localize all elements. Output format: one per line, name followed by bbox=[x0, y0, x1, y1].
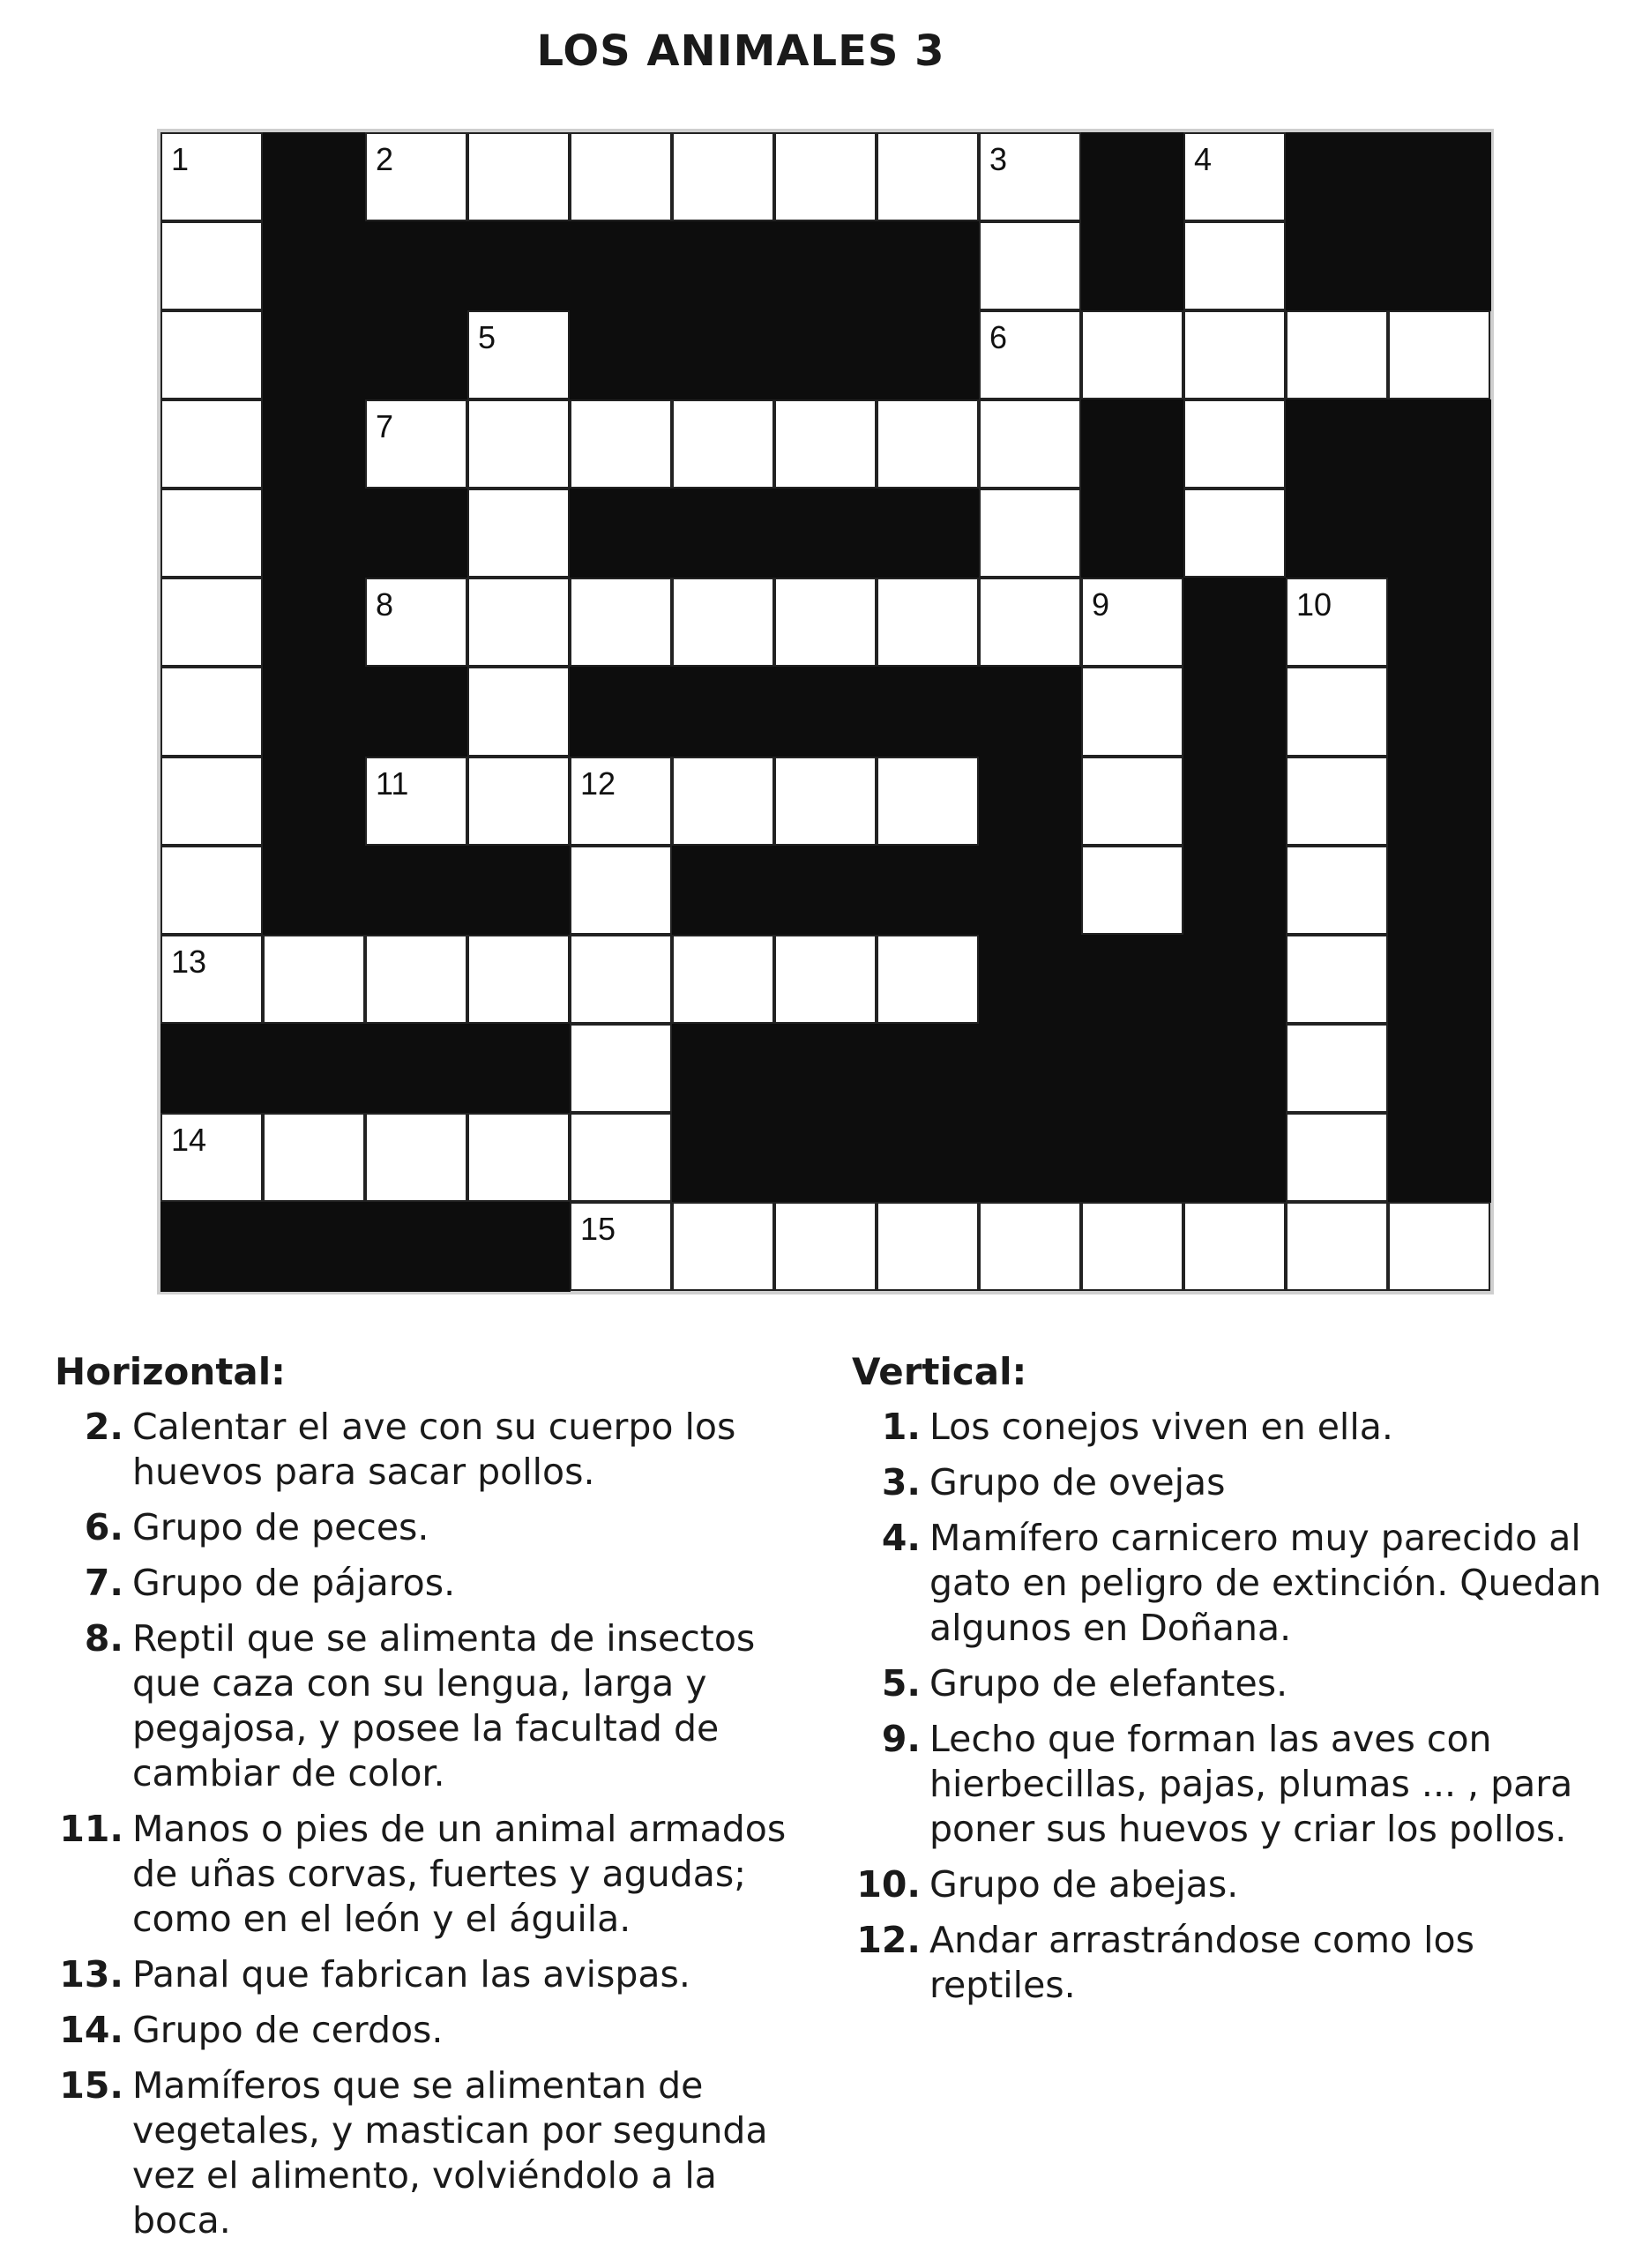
crossword-cell[interactable] bbox=[1286, 935, 1388, 1024]
clue-number: 5 bbox=[478, 319, 496, 356]
crossword-cell[interactable] bbox=[672, 757, 774, 846]
crossword-cell[interactable] bbox=[774, 1202, 877, 1291]
crossword-cell[interactable] bbox=[467, 489, 570, 578]
crossword-block bbox=[1183, 1113, 1287, 1203]
clue-number: 13 bbox=[171, 943, 207, 980]
clue-item-text: Grupo de peces. bbox=[132, 1506, 429, 1548]
crossword-cell[interactable] bbox=[774, 757, 877, 846]
clue-item-text: Grupo de ovejas bbox=[929, 1461, 1226, 1503]
clue-item bbox=[852, 1717, 1610, 1852]
clue-number: 14 bbox=[171, 1121, 207, 1158]
crossword-block bbox=[1081, 489, 1184, 578]
crossword-cell[interactable] bbox=[1081, 310, 1183, 399]
crossword-block bbox=[672, 310, 775, 400]
clue-item bbox=[852, 1661, 1610, 1706]
clue-item-text: Andar arrastrándose como los reptiles. bbox=[929, 1919, 1474, 2006]
horizontal-clues bbox=[55, 1349, 813, 2254]
clue-number: 1 bbox=[171, 141, 190, 177]
crossword-cell[interactable] bbox=[1388, 1202, 1490, 1291]
crossword-cell[interactable] bbox=[672, 399, 774, 489]
crossword-cell[interactable] bbox=[1183, 489, 1286, 578]
crossword-cell[interactable] bbox=[570, 935, 672, 1024]
crossword-cell[interactable] bbox=[672, 578, 774, 667]
crossword-cell[interactable] bbox=[467, 578, 570, 667]
clue-item bbox=[852, 1405, 1610, 1450]
crossword-cell[interactable] bbox=[979, 221, 1081, 310]
clue-item-number: 15. bbox=[59, 2064, 123, 2107]
clue-item-number: 9. bbox=[881, 1718, 921, 1760]
crossword-block bbox=[1081, 221, 1184, 311]
clue-item-number: 7. bbox=[84, 1562, 123, 1604]
crossword-block bbox=[365, 310, 468, 400]
crossword-block bbox=[467, 1024, 571, 1114]
crossword-block bbox=[467, 221, 571, 311]
crossword-block bbox=[365, 489, 468, 578]
clue-item-text: Lecho que forman las aves con hierbecillas, pajas, plumas ... , para poner sus huevos y criar los pollos. bbox=[929, 1718, 1573, 1850]
clue-item bbox=[55, 2063, 813, 2243]
clue-item-number: 11. bbox=[59, 1808, 123, 1850]
crossword-cell[interactable] bbox=[979, 489, 1081, 578]
crossword-cell[interactable] bbox=[1286, 846, 1388, 935]
crossword-block bbox=[160, 1024, 264, 1114]
clue-number: 7 bbox=[376, 408, 394, 445]
clue-item-number: 10. bbox=[856, 1863, 921, 1906]
crossword-block bbox=[979, 1113, 1082, 1203]
clue-item-text: Grupo de cerdos. bbox=[132, 2009, 444, 2051]
crossword-block bbox=[160, 1202, 264, 1292]
crossword-block bbox=[570, 667, 673, 757]
page-title: LOS ANIMALES 3 bbox=[536, 26, 945, 76]
crossword-cell[interactable] bbox=[1388, 310, 1490, 399]
clue-item-text: Mamífero carnicero muy parecido al gato en peligro de extinción. Quedan algunos en Doñana. bbox=[929, 1517, 1601, 1649]
crossword-block bbox=[1388, 132, 1491, 222]
crossword-cell[interactable] bbox=[1286, 1113, 1388, 1202]
clue-item bbox=[852, 1918, 1610, 2008]
crossword-block bbox=[263, 667, 366, 757]
clue-item-number: 2. bbox=[84, 1406, 123, 1448]
clue-number: 3 bbox=[989, 141, 1008, 177]
clue-item bbox=[55, 1616, 813, 1796]
crossword-block bbox=[1183, 935, 1287, 1025]
clue-item-number: 6. bbox=[84, 1506, 123, 1548]
crossword-block bbox=[365, 846, 468, 936]
crossword-cell[interactable] bbox=[160, 489, 263, 578]
crossword-cell[interactable] bbox=[365, 578, 467, 667]
crossword-cell[interactable] bbox=[1183, 310, 1286, 399]
crossword-cell[interactable] bbox=[160, 1113, 263, 1202]
crossword-cell[interactable] bbox=[160, 310, 263, 399]
crossword-block bbox=[1081, 132, 1184, 222]
clue-item-text: Manos o pies de un animal armados de uñas corvas, fuertes y agudas; como en el león y el águila. bbox=[132, 1808, 787, 1940]
crossword-cell[interactable] bbox=[877, 578, 979, 667]
crossword-block bbox=[877, 846, 980, 936]
clue-item-text: Los conejos viven en ella. bbox=[929, 1406, 1393, 1448]
crossword-block bbox=[979, 667, 1082, 757]
clue-number: 2 bbox=[376, 141, 394, 177]
crossword-block bbox=[1388, 399, 1491, 489]
clue-item-number: 3. bbox=[881, 1461, 921, 1503]
crossword-cell[interactable] bbox=[467, 399, 570, 489]
crossword-cell[interactable] bbox=[160, 132, 263, 221]
clue-item-number: 8. bbox=[84, 1617, 123, 1660]
crossword-block bbox=[774, 1024, 877, 1114]
crossword-block bbox=[1388, 846, 1491, 936]
horizontal-heading: Horizontal: bbox=[55, 1350, 286, 1393]
crossword-block bbox=[672, 221, 775, 311]
crossword-cell[interactable] bbox=[1183, 399, 1286, 489]
crossword-block bbox=[672, 1113, 775, 1203]
crossword-cell[interactable] bbox=[160, 757, 263, 846]
crossword-cell[interactable] bbox=[1286, 310, 1388, 399]
crossword-cell[interactable] bbox=[877, 757, 979, 846]
crossword-block bbox=[365, 1024, 468, 1114]
crossword-block bbox=[263, 757, 366, 847]
crossword-block bbox=[877, 310, 980, 400]
crossword-block bbox=[1388, 935, 1491, 1025]
crossword-cell[interactable] bbox=[1286, 1202, 1388, 1291]
crossword-cell[interactable] bbox=[160, 221, 263, 310]
crossword-cell[interactable] bbox=[570, 1024, 672, 1113]
crossword-block bbox=[467, 1202, 571, 1292]
crossword-cell[interactable] bbox=[365, 399, 467, 489]
crossword-block bbox=[570, 310, 673, 400]
clue-item bbox=[55, 2008, 813, 2053]
crossword-block bbox=[263, 1024, 366, 1114]
crossword-cell[interactable] bbox=[570, 1113, 672, 1202]
crossword-block bbox=[672, 489, 775, 578]
clue-item-text: Panal que fabrican las avispas. bbox=[132, 1953, 690, 1996]
crossword-cell[interactable] bbox=[979, 578, 1081, 667]
crossword-block bbox=[1183, 578, 1287, 668]
crossword-block bbox=[1388, 1113, 1491, 1203]
clue-item bbox=[55, 1807, 813, 1942]
crossword-cell[interactable] bbox=[570, 1202, 672, 1291]
crossword-cell[interactable] bbox=[1081, 757, 1183, 846]
crossword-block bbox=[263, 846, 366, 936]
clue-item-text: Grupo de pájaros. bbox=[132, 1562, 456, 1604]
vertical-clues bbox=[852, 1349, 1610, 2018]
crossword-grid bbox=[157, 129, 1494, 1294]
crossword-block bbox=[1081, 1024, 1184, 1114]
crossword-cell[interactable] bbox=[774, 935, 877, 1024]
crossword-block bbox=[1286, 399, 1389, 489]
crossword-block bbox=[263, 1202, 366, 1292]
crossword-block bbox=[570, 221, 673, 311]
crossword-cell[interactable] bbox=[979, 1202, 1081, 1291]
crossword-block bbox=[877, 1024, 980, 1114]
clue-item bbox=[852, 1460, 1610, 1505]
crossword-cell[interactable] bbox=[570, 399, 672, 489]
crossword-block bbox=[877, 489, 980, 578]
crossword-cell[interactable] bbox=[979, 310, 1081, 399]
crossword-block bbox=[263, 489, 366, 578]
crossword-cell[interactable] bbox=[570, 132, 672, 221]
crossword-block bbox=[877, 1113, 980, 1203]
clue-item bbox=[55, 1505, 813, 1550]
crossword-block bbox=[877, 221, 980, 311]
crossword-block bbox=[1388, 489, 1491, 578]
crossword-cell[interactable] bbox=[1081, 667, 1183, 756]
crossword-cell[interactable] bbox=[1286, 578, 1388, 667]
crossword-cell[interactable] bbox=[877, 935, 979, 1024]
clue-item bbox=[55, 1561, 813, 1606]
crossword-block bbox=[1388, 667, 1491, 757]
clue-item-text: Grupo de elefantes. bbox=[929, 1662, 1288, 1705]
clue-item bbox=[55, 1405, 813, 1495]
clue-item-number: 4. bbox=[881, 1517, 921, 1559]
crossword-block bbox=[774, 1113, 877, 1203]
crossword-block bbox=[1388, 1024, 1491, 1114]
crossword-cell[interactable] bbox=[160, 399, 263, 489]
crossword-block bbox=[467, 846, 571, 936]
crossword-cell[interactable] bbox=[570, 757, 672, 846]
crossword-block bbox=[1286, 132, 1389, 222]
crossword-cell[interactable] bbox=[877, 132, 979, 221]
crossword-cell[interactable] bbox=[1081, 1202, 1183, 1291]
crossword-block bbox=[365, 1202, 468, 1292]
crossword-cell[interactable] bbox=[877, 399, 979, 489]
clue-number: 12 bbox=[580, 765, 616, 802]
crossword-cell[interactable] bbox=[263, 1113, 365, 1202]
crossword-block bbox=[365, 667, 468, 757]
crossword-cell[interactable] bbox=[1081, 578, 1183, 667]
crossword-block bbox=[1388, 221, 1491, 311]
crossword-cell[interactable] bbox=[672, 1202, 774, 1291]
crossword-cell[interactable] bbox=[365, 132, 467, 221]
horizontal-clue-list bbox=[55, 1405, 813, 2243]
crossword-cell[interactable] bbox=[979, 399, 1081, 489]
crossword-block bbox=[774, 846, 877, 936]
crossword-block bbox=[1286, 221, 1389, 311]
crossword-cell[interactable] bbox=[467, 935, 570, 1024]
crossword-cell[interactable] bbox=[1183, 132, 1286, 221]
crossword-block bbox=[979, 935, 1082, 1025]
crossword-block bbox=[1081, 399, 1184, 489]
crossword-cell[interactable] bbox=[263, 935, 365, 1024]
crossword-cell[interactable] bbox=[160, 578, 263, 667]
clue-item-text: Reptil que se alimenta de insectos que caza con su lengua, larga y pegajosa, y posee la facultad de cambiar de color. bbox=[132, 1617, 756, 1794]
clue-number: 4 bbox=[1194, 141, 1213, 177]
crossword-cell[interactable] bbox=[160, 846, 263, 935]
crossword-block bbox=[263, 399, 366, 489]
clue-item-text: Grupo de abejas. bbox=[929, 1863, 1239, 1906]
clue-number: 11 bbox=[376, 765, 409, 802]
crossword-cell[interactable] bbox=[1286, 757, 1388, 846]
clue-item bbox=[852, 1862, 1610, 1907]
crossword-block bbox=[672, 846, 775, 936]
clue-item bbox=[852, 1516, 1610, 1651]
crossword-cell[interactable] bbox=[1183, 1202, 1286, 1291]
crossword-block bbox=[979, 757, 1082, 847]
clue-number: 8 bbox=[376, 586, 394, 623]
crossword-block bbox=[263, 132, 366, 222]
crossword-block bbox=[979, 1024, 1082, 1114]
clue-item bbox=[55, 1952, 813, 1997]
clue-item-text: Calentar el ave con su cuerpo los huevos para sacar pollos. bbox=[132, 1406, 736, 1493]
crossword-block bbox=[979, 846, 1082, 936]
crossword-cell[interactable] bbox=[774, 578, 877, 667]
crossword-cell[interactable] bbox=[672, 935, 774, 1024]
crossword-block bbox=[1183, 757, 1287, 847]
crossword-cell[interactable] bbox=[467, 757, 570, 846]
clue-item-number: 5. bbox=[881, 1662, 921, 1705]
crossword-cell[interactable] bbox=[365, 1113, 467, 1202]
clue-number: 15 bbox=[580, 1210, 616, 1247]
crossword-cell[interactable] bbox=[1183, 221, 1286, 310]
crossword-cell[interactable] bbox=[774, 399, 877, 489]
crossword-block bbox=[774, 489, 877, 578]
crossword-block bbox=[774, 667, 877, 757]
crossword-cell[interactable] bbox=[467, 310, 570, 399]
crossword-block bbox=[1081, 935, 1184, 1025]
crossword-block bbox=[1388, 578, 1491, 668]
clue-item-text: Mamíferos que se alimentan de vegetales, y mastican por segunda vez el alimento, volviéndolo a la boca. bbox=[132, 2064, 768, 2242]
crossword-cell[interactable] bbox=[570, 578, 672, 667]
crossword-cell[interactable] bbox=[160, 667, 263, 756]
crossword-cell[interactable] bbox=[160, 935, 263, 1024]
clue-number: 6 bbox=[989, 319, 1008, 356]
crossword-block bbox=[672, 1024, 775, 1114]
crossword-block bbox=[1183, 667, 1287, 757]
crossword-cell[interactable] bbox=[365, 935, 467, 1024]
crossword-cell[interactable] bbox=[467, 667, 570, 756]
crossword-block bbox=[1183, 1024, 1287, 1114]
clue-number: 9 bbox=[1092, 586, 1110, 623]
crossword-block bbox=[263, 221, 366, 311]
vertical-heading: Vertical: bbox=[852, 1350, 1027, 1393]
crossword-block bbox=[1081, 1113, 1184, 1203]
crossword-cell[interactable] bbox=[570, 846, 672, 935]
crossword-block bbox=[1388, 757, 1491, 847]
crossword-block bbox=[263, 310, 366, 400]
clue-item-number: 1. bbox=[881, 1406, 921, 1448]
clue-item-number: 14. bbox=[59, 2009, 123, 2051]
crossword-cell[interactable] bbox=[1286, 667, 1388, 756]
vertical-clue-list bbox=[852, 1405, 1610, 2008]
clue-item-number: 13. bbox=[59, 1953, 123, 1996]
crossword-block bbox=[1183, 846, 1287, 936]
crossword-block bbox=[672, 667, 775, 757]
crossword-block bbox=[774, 310, 877, 400]
crossword-block bbox=[570, 489, 673, 578]
crossword-cell[interactable] bbox=[1081, 846, 1183, 935]
crossword-block bbox=[365, 221, 468, 311]
crossword-cell[interactable] bbox=[877, 1202, 979, 1291]
crossword-block bbox=[1286, 489, 1389, 578]
crossword-cell[interactable] bbox=[672, 132, 774, 221]
crossword-cell[interactable] bbox=[1286, 1024, 1388, 1113]
crossword-cell[interactable] bbox=[467, 1113, 570, 1202]
crossword-block bbox=[263, 578, 366, 668]
crossword-cell[interactable] bbox=[979, 132, 1081, 221]
crossword-cell[interactable] bbox=[774, 132, 877, 221]
crossword-block bbox=[877, 667, 980, 757]
crossword-block bbox=[774, 221, 877, 311]
crossword-cell[interactable] bbox=[467, 132, 570, 221]
clue-number: 10 bbox=[1296, 586, 1332, 623]
clue-item-number: 12. bbox=[856, 1919, 921, 1961]
crossword-cell[interactable] bbox=[365, 757, 467, 846]
